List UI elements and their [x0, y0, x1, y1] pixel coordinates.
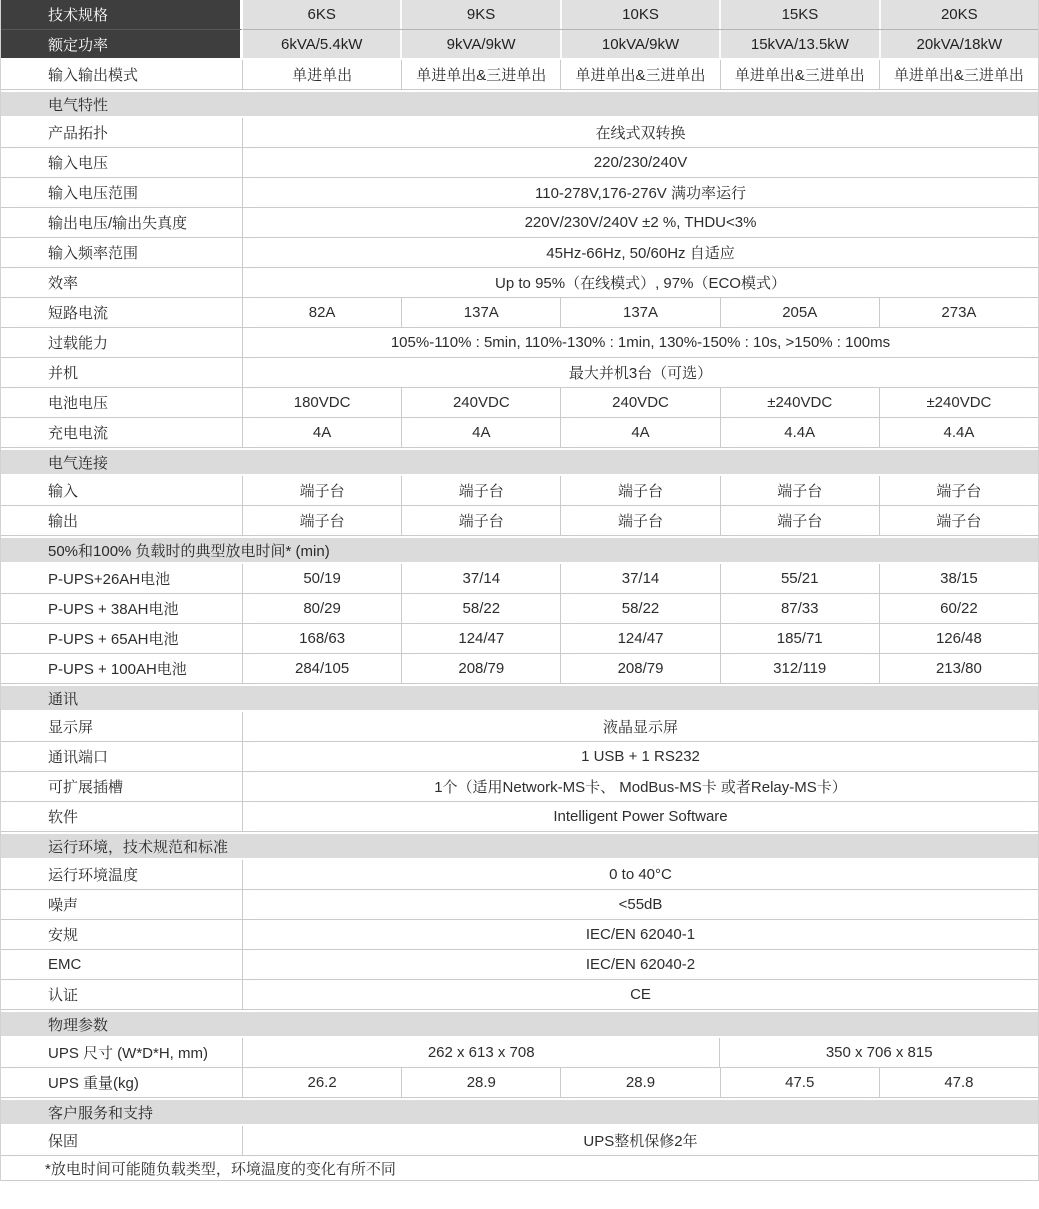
- spec-cell: 124/47: [402, 624, 561, 653]
- spec-value-span: Up to 95%（在线模式）, 97%（ECO模式）: [495, 275, 786, 292]
- spec-cell: 端子台: [936, 483, 982, 500]
- row-label: 输入: [1, 476, 243, 505]
- spec-row: [1, 118, 1038, 148]
- spec-cell: 185/71: [721, 624, 880, 653]
- spec-cell: 单进单出&三进单出: [402, 60, 561, 89]
- spec-cell: 82A: [243, 298, 402, 327]
- spec-cell: 137A: [402, 298, 561, 327]
- row-label: 并机: [1, 358, 243, 387]
- spec-cell: 端子台: [721, 506, 880, 535]
- spec-cell: 284/105: [243, 654, 402, 683]
- spec-cell: 端子台: [402, 506, 561, 535]
- spec-row: [1, 178, 1038, 208]
- spec-cell: 37/14: [561, 564, 720, 593]
- row-label: 输入电压: [1, 148, 243, 177]
- row-label: 认证: [1, 980, 243, 1009]
- model-header-cell: 20KS: [881, 0, 1038, 29]
- spec-cell: 28.9: [402, 1068, 561, 1097]
- spec-value-span: 262 x 613 x 708: [243, 1038, 720, 1067]
- row-label: 输入输出模式: [1, 60, 243, 89]
- spec-row: [1, 772, 1038, 802]
- spec-row: [1, 148, 1038, 178]
- spec-cell: 4A: [243, 418, 402, 447]
- row-label: 显示屏: [1, 712, 243, 741]
- spec-row: [1, 268, 1038, 298]
- row-label: 安规: [1, 920, 243, 949]
- spec-row: [1, 476, 1038, 506]
- spec-row: [1, 920, 1038, 950]
- row-label: 额定功率: [1, 30, 243, 58]
- section-title: 通讯: [48, 690, 79, 708]
- section-header: [1, 1010, 1038, 1038]
- row-label: 保固: [1, 1126, 243, 1155]
- spec-cell: 4.4A: [721, 418, 880, 447]
- row-label: 输出电压/输出失真度: [1, 208, 243, 237]
- model-header-cell: 6KS: [243, 0, 402, 29]
- spec-cell: 端子台: [936, 513, 982, 530]
- spec-row: [1, 1126, 1038, 1156]
- section-title: 物理参数: [48, 1016, 109, 1034]
- spec-row: [1, 358, 1038, 388]
- spec-value-span: 110-278V,176-276V 满功率运行: [535, 185, 746, 202]
- spec-cell: 28.9: [561, 1068, 720, 1097]
- section-title: 运行环境，技术规范和标准: [48, 838, 229, 856]
- spec-cell: 端子台: [721, 476, 880, 505]
- spec-cell: 端子台: [402, 476, 561, 505]
- spec-row: [1, 1038, 1038, 1068]
- spec-row: [1, 1068, 1038, 1098]
- spec-cell: 312/119: [721, 654, 880, 683]
- spec-row: [1, 594, 1038, 624]
- section-title: 50%和100% 负载时的典型放电时间* (min): [48, 542, 330, 560]
- spec-value-span: 105%-110% : 5min, 110%-130% : 1min, 130%-150% : 10s, >150% : 100ms: [390, 334, 891, 351]
- spec-cell: 213/80: [935, 660, 982, 677]
- spec-value-span: 45Hz-66Hz, 50/60Hz 自适应: [546, 245, 735, 262]
- model-header-cell: 15kVA/13.5kW: [721, 30, 880, 58]
- spec-cell: 端子台: [243, 476, 402, 505]
- spec-value-span: 1 USB + 1 RS232: [581, 748, 700, 765]
- spec-row: [1, 30, 1038, 60]
- spec-cell: 50/19: [243, 564, 402, 593]
- section-header: [1, 448, 1038, 476]
- spec-cell: 端子台: [561, 476, 720, 505]
- spec-value-span: 1个（适用Network-MS卡、 ModBus-MS卡 或者Relay-MS卡）: [434, 779, 847, 796]
- model-header-cell: 15KS: [721, 0, 880, 29]
- spec-value-span: IEC/EN 62040-2: [585, 956, 696, 973]
- row-label: 过载能力: [1, 328, 243, 357]
- row-label: 效率: [1, 268, 243, 297]
- spec-cell: 205A: [721, 298, 880, 327]
- spec-value-span: 最大并机3台（可选）: [568, 365, 713, 382]
- section-header: [1, 90, 1038, 118]
- spec-cell: 124/47: [561, 624, 720, 653]
- spec-row: [1, 742, 1038, 772]
- row-label: 输入频率范围: [1, 238, 243, 267]
- row-label: 短路电流: [1, 298, 243, 327]
- spec-row: [1, 802, 1038, 832]
- spec-cell: 137A: [561, 298, 720, 327]
- model-header-cell: 9KS: [402, 0, 561, 29]
- spec-row: [1, 564, 1038, 594]
- spec-cell: 38/15: [940, 570, 978, 587]
- spec-row: [1, 624, 1038, 654]
- row-label: 软件: [1, 802, 243, 831]
- spec-cell: 单进单出&三进单出: [561, 60, 720, 89]
- spec-cell: 240VDC: [561, 388, 720, 417]
- spec-cell: 87/33: [721, 594, 880, 623]
- spec-cell: 80/29: [243, 594, 402, 623]
- row-label: 产品拓扑: [1, 118, 243, 147]
- row-label: EMC: [1, 950, 243, 979]
- spec-row: [1, 0, 1038, 30]
- spec-value-span: 在线式双转换: [595, 125, 686, 142]
- spec-value-span: UPS整机保修2年: [583, 1133, 698, 1150]
- section-title: 电气特性: [48, 96, 109, 114]
- spec-row: [1, 890, 1038, 920]
- row-label: 输出: [1, 506, 243, 535]
- footnote-text: *放电时间可能随负载类型，环境温度的变化有所不同: [45, 1160, 396, 1178]
- section-header: [1, 832, 1038, 860]
- section-title: 客户服务和支持: [48, 1104, 154, 1122]
- spec-value-span: 220V/230V/240V ±2 %, THDU<3%: [524, 214, 757, 231]
- spec-value-span: 液晶显示屏: [602, 719, 678, 736]
- row-label: 噪声: [1, 890, 243, 919]
- model-header-cell: 9kVA/9kW: [402, 30, 561, 58]
- spec-row: [1, 506, 1038, 536]
- spec-cell: 240VDC: [402, 388, 561, 417]
- spec-cell: 126/48: [935, 630, 982, 647]
- spec-row: [1, 60, 1038, 90]
- spec-cell: 4.4A: [943, 424, 975, 441]
- row-label: P-UPS + 100AH电池: [1, 654, 243, 683]
- spec-value-span: 220/230/240V: [593, 154, 688, 171]
- row-label: 通讯端口: [1, 742, 243, 771]
- spec-cell: 208/79: [561, 654, 720, 683]
- spec-cell: 单进单出: [243, 60, 402, 89]
- spec-cell: 60/22: [940, 600, 978, 617]
- row-label: P-UPS + 38AH电池: [1, 594, 243, 623]
- row-label: 输入电压范围: [1, 178, 243, 207]
- spec-cell: 端子台: [561, 506, 720, 535]
- row-label: 充电电流: [1, 418, 243, 447]
- section-header: [1, 1098, 1038, 1126]
- spec-row: [1, 388, 1038, 418]
- spec-row: [1, 328, 1038, 358]
- spec-row: [1, 238, 1038, 268]
- spec-row: [1, 298, 1038, 328]
- spec-cell: 273A: [941, 304, 977, 321]
- spec-cell: 37/14: [402, 564, 561, 593]
- row-label: 运行环境温度: [1, 860, 243, 889]
- footnote-row: [1, 1156, 1038, 1181]
- spec-cell: 180VDC: [243, 388, 402, 417]
- spec-cell: 58/22: [561, 594, 720, 623]
- row-label: 可扩展插槽: [1, 772, 243, 801]
- spec-row: [1, 980, 1038, 1010]
- model-header-cell: 6kVA/5.4kW: [243, 30, 402, 58]
- spec-cell: 4A: [402, 418, 561, 447]
- row-label: UPS 重量(kg): [1, 1068, 243, 1097]
- spec-cell: ±240VDC: [721, 388, 880, 417]
- spec-value-span: 350 x 706 x 815: [825, 1044, 933, 1061]
- spec-cell: 单进单出&三进单出: [893, 67, 1024, 84]
- spec-cell: 168/63: [243, 624, 402, 653]
- section-title: 电气连接: [48, 454, 109, 472]
- row-label: UPS 尺寸 (W*D*H, mm): [1, 1038, 243, 1067]
- spec-cell: 26.2: [243, 1068, 402, 1097]
- spec-row: [1, 860, 1038, 890]
- spec-value-span: 0 to 40°C: [609, 866, 672, 883]
- spec-cell: 4A: [561, 418, 720, 447]
- spec-value-span: Intelligent Power Software: [553, 808, 728, 825]
- spec-cell: 47.8: [944, 1074, 974, 1091]
- model-header-cell: 10kVA/9kW: [562, 30, 721, 58]
- row-label: 电池电压: [1, 388, 243, 417]
- spec-cell: ±240VDC: [926, 394, 992, 411]
- row-label: 技术规格: [1, 0, 243, 30]
- spec-row: [1, 950, 1038, 980]
- spec-row: [1, 712, 1038, 742]
- spec-row: [1, 418, 1038, 448]
- section-header: [1, 536, 1038, 564]
- spec-row: [1, 654, 1038, 684]
- row-label: P-UPS+26AH电池: [1, 564, 243, 593]
- section-header: [1, 684, 1038, 712]
- model-header-cell: 10KS: [562, 0, 721, 29]
- spec-cell: 单进单出&三进单出: [721, 60, 880, 89]
- spec-cell: 58/22: [402, 594, 561, 623]
- spec-cell: 端子台: [243, 506, 402, 535]
- row-label: P-UPS + 65AH电池: [1, 624, 243, 653]
- spec-value-span: <55dB: [618, 896, 663, 913]
- model-header-cell: 20kVA/18kW: [881, 30, 1038, 58]
- spec-cell: 55/21: [721, 564, 880, 593]
- spec-value-span: CE: [630, 986, 651, 1003]
- spec-cell: 208/79: [402, 654, 561, 683]
- spec-value-span: IEC/EN 62040-1: [585, 926, 696, 943]
- spec-row: [1, 208, 1038, 238]
- spec-cell: 47.5: [721, 1068, 880, 1097]
